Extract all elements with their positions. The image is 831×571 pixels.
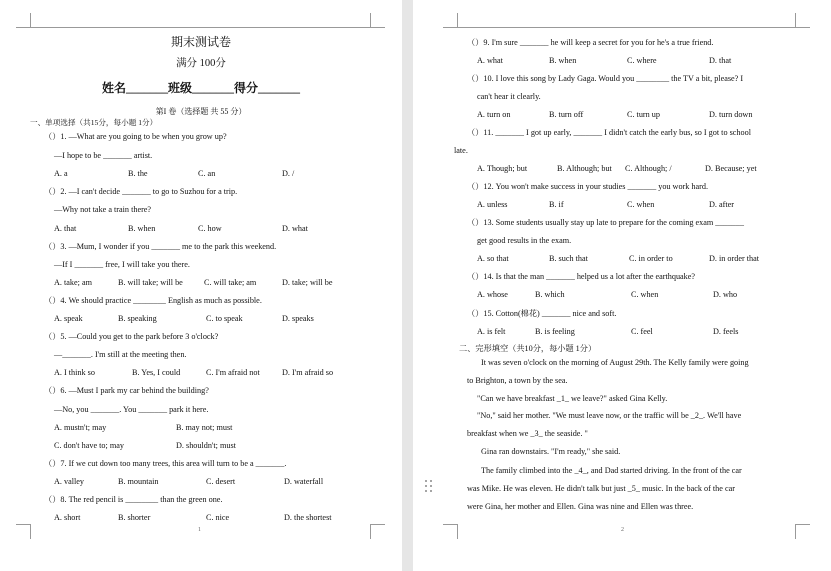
text-line: breakfast when we _3_ the seaside. ": [467, 429, 588, 438]
text-line: A. take; am: [54, 278, 92, 287]
text-line: C. when: [631, 290, 659, 299]
document-page-1: [0, 0, 402, 571]
text-line: （）15. Cotton(棉花) _______ nice and soft.: [467, 309, 617, 318]
text-line: "Can we have breakfast _1_ we leave?" asked Gina Kelly.: [477, 394, 668, 403]
text-line: （）4. We should practice ________ English as much as possible.: [44, 296, 262, 305]
text-line: D. what: [282, 224, 308, 233]
text-line: D. Because; yet: [705, 164, 757, 173]
text-line: D. the shortest: [284, 513, 332, 522]
corner-mark: [443, 524, 458, 539]
text-line: B. when: [128, 224, 156, 233]
text-line: （）2. —I can't decide _______ to go to Suzhou for a trip.: [44, 187, 238, 196]
text-line: C. will take; am: [204, 278, 257, 287]
text-line: B. Although; but: [557, 164, 612, 173]
text-line: （）13. Some students usually stay up late to prepare for the coming exam _______: [467, 218, 744, 227]
corner-mark: [16, 13, 31, 28]
text-line: late.: [454, 146, 468, 155]
header-rule: [457, 27, 795, 28]
text-line: （）5. —Could you get to the park before 3 o'clock?: [44, 332, 219, 341]
text-line: C. where: [627, 56, 657, 65]
text-line: A. I think so: [54, 368, 95, 377]
text-line: A. that: [54, 224, 77, 233]
text-line: B. is feeling: [535, 327, 575, 336]
text-line: C. in order to: [629, 254, 673, 263]
text-line: —_______. I'm still at the meeting then.: [54, 350, 187, 359]
text-line: （）7. If we cut down too many trees, this area will turn to be a _______.: [44, 459, 287, 468]
text-line: to Brighton, a town by the sea.: [467, 376, 568, 385]
text-line: A. valley: [54, 477, 85, 486]
text-line: can't hear it clearly.: [477, 92, 541, 101]
text-line: The family climbed into the _4_, and Dad started driving. In the front of the car: [481, 466, 742, 475]
text-line: C. desert: [206, 477, 236, 486]
corner-mark: [16, 524, 31, 539]
text-line: D. after: [709, 200, 735, 209]
text-line: A. so that: [477, 254, 509, 263]
text-line: （）8. The red pencil is ________ than the green one.: [44, 495, 223, 504]
page-number: 1: [198, 527, 201, 533]
text-line: Gina ran downstairs. "I'm ready," she said.: [481, 447, 621, 456]
text-line: It was seven o'clock on the morning of August 29th. The Kelly family were going: [481, 358, 749, 367]
corner-mark: [443, 13, 458, 28]
text-line: A. speak: [54, 314, 83, 323]
text-line: D. shouldn't; must: [176, 441, 236, 450]
text-line: —If I _______ free, I will take you there.: [54, 260, 190, 269]
text-line: B. such that: [549, 254, 588, 263]
section-heading: 一、单项选择（共15分，每小题 1分）: [30, 118, 158, 127]
text-line: D. take; will be: [282, 278, 333, 287]
header-rule: [30, 27, 370, 28]
exam-title: 期末测试卷: [170, 35, 231, 49]
text-line: B. the: [128, 169, 148, 178]
text-line: D. turn down: [709, 110, 753, 119]
text-line: A. a: [54, 169, 68, 178]
text-line: D. who: [713, 290, 738, 299]
text-line: D. in order that: [709, 254, 760, 263]
corner-mark: [795, 13, 810, 28]
text-line: （）6. —Must I park my car behind the building?: [44, 386, 209, 395]
text-line: B. speaking: [118, 314, 157, 323]
document-page-2: [413, 0, 831, 571]
text-line: C. to speak: [206, 314, 243, 323]
text-line: —Why not take a train there?: [54, 205, 152, 214]
text-line: B. which: [535, 290, 565, 299]
text-line: D. /: [282, 169, 295, 178]
text-line: A. mustn't; may: [54, 423, 107, 432]
text-line: A. whose: [477, 290, 508, 299]
text-line: A. what: [477, 56, 503, 65]
text-line: —I hope to be _______ artist.: [54, 151, 153, 160]
text-line: （）11. _______ I got up early, _______ I didn't catch the early bus, so I got to school: [467, 128, 751, 137]
text-line: B. will take; will be: [118, 278, 183, 287]
text-line: A. short: [54, 513, 81, 522]
full-score: 满分 100分: [176, 58, 226, 69]
text-line: （）3. —Mum, I wonder if you _______ me to the park this weekend.: [44, 242, 277, 251]
page-number: 2: [621, 527, 624, 533]
text-line: 二、完形填空（共10分，每小题 1分）: [459, 344, 597, 353]
text-line: A. unless: [477, 200, 508, 209]
volume-heading: 第I 卷（选择题 共 55 分）: [155, 107, 247, 116]
text-line: （）1. —What are you going to be when you grow up?: [44, 132, 227, 141]
text-line: A. turn on: [477, 110, 511, 119]
text-line: B. if: [549, 200, 564, 209]
text-line: C. don't have to; may: [54, 441, 124, 450]
text-line: D. waterfall: [284, 477, 324, 486]
text-line: C. when: [627, 200, 655, 209]
text-line: C. nice: [206, 513, 230, 522]
text-line: "No," said her mother. "We must leave now, or the traffic will be _2_. We'll have: [477, 411, 742, 420]
student-info-row: 姓名_______班级_______得分_______: [101, 81, 300, 95]
text-line: （）10. I love this song by Lady Gaga. Would you ________ the TV a bit, please? I: [467, 74, 744, 83]
text-line: （）9. I'm sure _______ he will keep a secret for you for he's a true friend.: [467, 38, 714, 47]
text-line: C. I'm afraid not: [206, 368, 260, 377]
text-line: B. mountain: [118, 477, 159, 486]
text-line: A. is felt: [477, 327, 506, 336]
text-line: （）14. Is that the man _______ helped us a lot after the earthquake?: [467, 272, 696, 281]
text-line: D. feels: [713, 327, 739, 336]
text-line: D. speaks: [282, 314, 314, 323]
text-line: were Gina, her mother and Ellen. Gina was nine and Ellen was three.: [467, 502, 694, 511]
text-line: B. when: [549, 56, 577, 65]
text-line: C. turn up: [627, 110, 660, 119]
text-line: C. Although; /: [625, 164, 672, 173]
text-line: —No, you _______. You _______ park it here.: [54, 405, 209, 414]
text-line: C. how: [198, 224, 222, 233]
text-line: B. may not; must: [176, 423, 233, 432]
text-line: （）12. You won't make success in your studies _______ you work hard.: [467, 182, 709, 191]
text-line: D. I'm afraid so: [282, 368, 334, 377]
corner-mark: [370, 13, 385, 28]
text-line: B. shorter: [118, 513, 151, 522]
text-line: B. turn off: [549, 110, 584, 119]
text-line: get good results in the exam.: [477, 236, 572, 245]
text-line: A. Though; but: [477, 164, 528, 173]
drag-handle-icon[interactable]: [425, 480, 433, 496]
text-line: D. that: [709, 56, 732, 65]
text-line: B. Yes, I could: [132, 368, 181, 377]
text-line: C. an: [198, 169, 216, 178]
text-line: was Mike. He was eleven. He didn't talk but just _5_ music. In the back of the car: [467, 484, 735, 493]
corner-mark: [795, 524, 810, 539]
text-line: C. feel: [631, 327, 653, 336]
corner-mark: [370, 524, 385, 539]
